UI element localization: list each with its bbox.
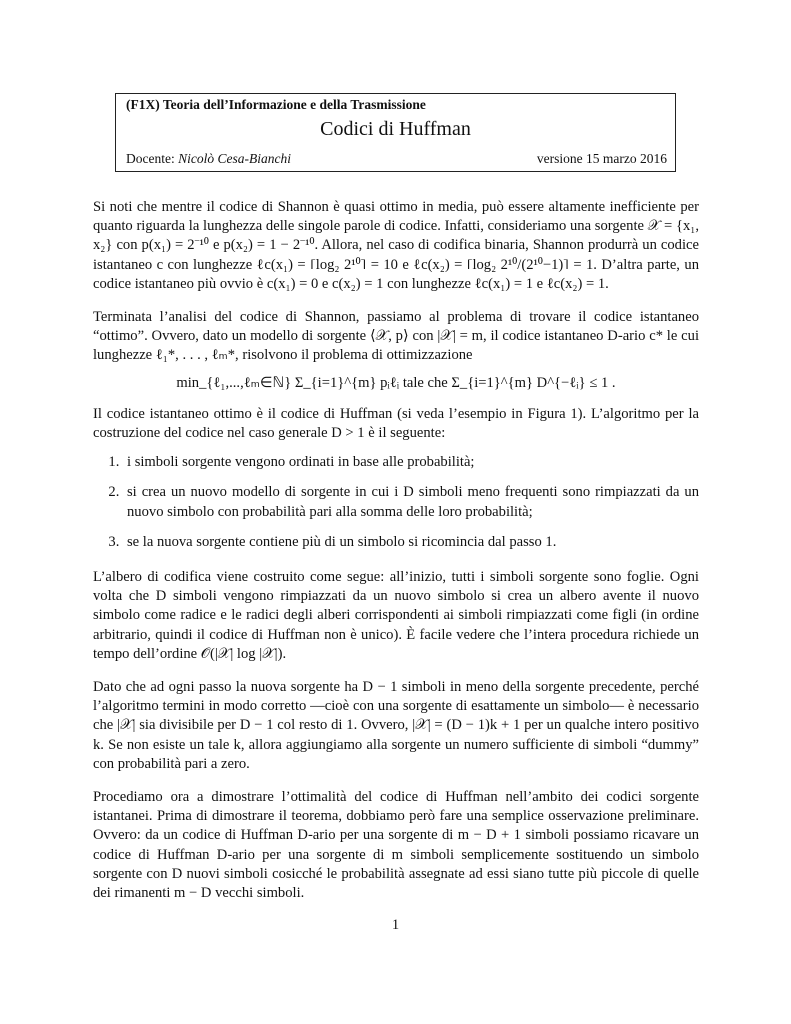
paragraph-huffman-intro: Il codice istantaneo ottimo è il codice di Huffman (si veda l’esempio in Figura 1). L’algoritmo per la costruzione del codice nel caso generale D > 1 è il seguente: [93,405,699,442]
paragraph-coding-tree: L’albero di codifica viene costruito come segue: all’inizio, tutti i simboli sorgente sono foglie. Ogni volta che D simboli vengono rimpiazzati da un nuovo simbolo si crea un albero avente il nuovo simbolo come radice e le radici degli alberi corrispondenti ai simboli rimpiazzati come figli (in ordine arbitrario, quindi il codice di Huffman non è unico). È facile vedere che l’intera procedura richiede un tempo dell’ordine 𝒪(|𝒳| log |𝒳|). [93,569,699,662]
list-item: 3. se la nuova sorgente contiene più di un simbolo si ricomincia dal passo 1. [123,533,699,552]
document-body [93,198,699,917]
lecturer-label: Docente: [126,151,175,166]
course-title: (F1X) Teoria dell’Informazione e della Trasmissione [126,97,426,112]
version-date: versione 15 marzo 2016 [536,151,667,166]
paragraph-shannon: Si noti che mentre il codice di Shannon è quasi ottimo in media, può essere altamente inefficiente per quanto riguarda la lunghezza delle singole parole di codice. Infatti, consideriamo una sorgente 𝒳 = {x₁, x₂} con p(x₁) = 2⁻¹⁰ e p(x₂) = 1 − 2⁻¹⁰. Allora, nel caso di codifica binaria, Shannon produrrà un codice istantaneo c con lunghezze ℓc(x₁) = ⌈log₂ 2¹⁰⌉ = 10 e ℓc(x₂) = ⌈log₂ 2¹⁰/(2¹⁰−1)⌉ = 1. D’altra parte, un codice istantaneo più ovvio è c(x₁) = 0 e c(x₂) = 1 con lunghezze ℓc(x₁) = 1 e ℓc(x₂) = 1. [93,199,699,292]
page-number: 1 [391,917,400,933]
optimization-equation: min_{ℓ₁,...,ℓₘ∈ℕ} Σ_{i=1}^{m} pᵢℓᵢ tale che Σ_{i=1}^{m} D^{−ℓᵢ} ≤ 1 . [176,374,616,391]
list-item: 2. si crea un nuovo modello di sorgente in cui i D simboli meno frequenti sono rimpiazzati da un nuovo simbolo con probabilità pari alla somma delle loro probabilità; [123,483,699,521]
paragraph-optimal-code: Terminata l’analisi del codice di Shannon, passiamo al problema di trovare il codice istantaneo “ottimo”. Ovvero, dato un modello di sorgente ⟨𝒳, p⟩ con |𝒳| = m, il codice istantaneo D-ario c* le cui lunghezze ℓ₁*, . . . , ℓₘ*, risolvono il problema di ottimizzazione [93,309,699,364]
list-item: 1. i simboli sorgente vengono ordinati in base alle probabilità; [123,453,699,472]
paragraph-dummy-symbols: Dato che ad ogni passo la nuova sorgente ha D − 1 simboli in meno della sorgente precedente, perché l’algoritmo termini in modo corretto —cioè con una sorgente di esattamente un simbolo— è necessario che |𝒳| sia divisibile per D − 1 col resto di 1. Ovvero, |𝒳| = (D − 1)k + 1 per un qualche intero positivo k. Se non esiste un tale k, allora aggiungiamo alla sorgente un numero sufficiente di simboli “dummy” con probabilità pari a zero. [93,679,699,772]
algorithm-steps [93,453,699,552]
header-box [115,93,676,172]
paragraph-optimality: Procediamo ora a dimostrare l’ottimalità del codice di Huffman nell’ambito dei codici sorgente istantanei. Prima di dimostrare il teorema, dobbiamo però fare una semplice osservazione preliminare. Ovvero: da un codice di Huffman D-ario per una sorgente di m − D + 1 simboli possiamo ricavare un codice di Huffman D-ario per una sorgente di m simboli semplicemente sostituendo un simbolo sorgente con D nuovi simboli cosicché le probabilità assegnate ad essi siano tutte più piccole di quelle dei rimanenti m − D vecchi simboli. [93,789,699,902]
lecturer-name: Nicolò Cesa-Bianchi [178,151,291,166]
lecturer [126,151,291,167]
document-title: Codici di Huffman [320,118,471,140]
